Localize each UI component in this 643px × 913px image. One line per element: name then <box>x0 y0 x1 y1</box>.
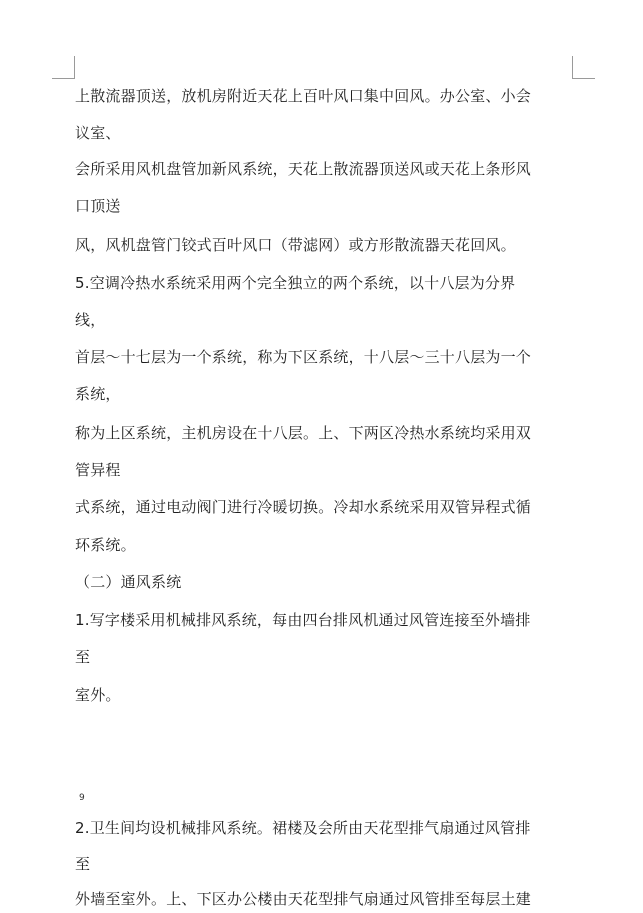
page-number: 9 <box>79 793 85 803</box>
text-line: 风，风机盘管门铰式百叶风口（带滤网）或方形散流器天花回风。 <box>75 236 516 254</box>
text-line: 至 <box>75 855 91 873</box>
text-line: 口顶送 <box>75 197 121 215</box>
text-line: 议室、 <box>75 124 121 142</box>
text-line: 室外。 <box>75 686 121 704</box>
text-line: 线， <box>75 311 106 329</box>
text-line: 1.写字楼采用机械排风系统，每由四台排风机通过风管连接至外墙排 <box>75 611 531 629</box>
text-line: 外墙至室外。上、下区办公楼由天花型排气扇通过风管排至每层土建 <box>75 890 532 908</box>
text-line: 式系统，通过电动阀门进行冷暖切换。冷却水系统采用双管异程式循 <box>75 498 532 516</box>
section-heading: （二）通风系统 <box>75 573 182 591</box>
text-line: 称为上区系统，主机房设在十八层。上、下两区冷热水系统均采用双 <box>75 424 532 442</box>
text-line: 上散流器顶送，放机房附近天花上百叶风口集中回风。办公室、小会 <box>75 87 532 105</box>
text-line: 2.卫生间均设机械排风系统。裙楼及会所由天花型排气扇通过风管排 <box>75 819 531 837</box>
text-line: 5.空调冷热水系统采用两个完全独立的两个系统，以十八层为分界 <box>75 274 516 292</box>
page-corner-mark-top-right <box>572 56 595 79</box>
page-corner-mark-top-left <box>52 56 75 79</box>
text-line: 首层～十七层为一个系统，称为下区系统，十八层～三十八层为一个 <box>75 348 532 366</box>
text-line: 系统， <box>75 385 121 403</box>
text-line: 至 <box>75 648 91 666</box>
text-line: 会所采用风机盘管加新风系统，天花上散流器顶送风或天花上条形风 <box>75 160 532 178</box>
text-line: 管异程 <box>75 461 121 479</box>
text-line: 环系统。 <box>75 536 136 554</box>
